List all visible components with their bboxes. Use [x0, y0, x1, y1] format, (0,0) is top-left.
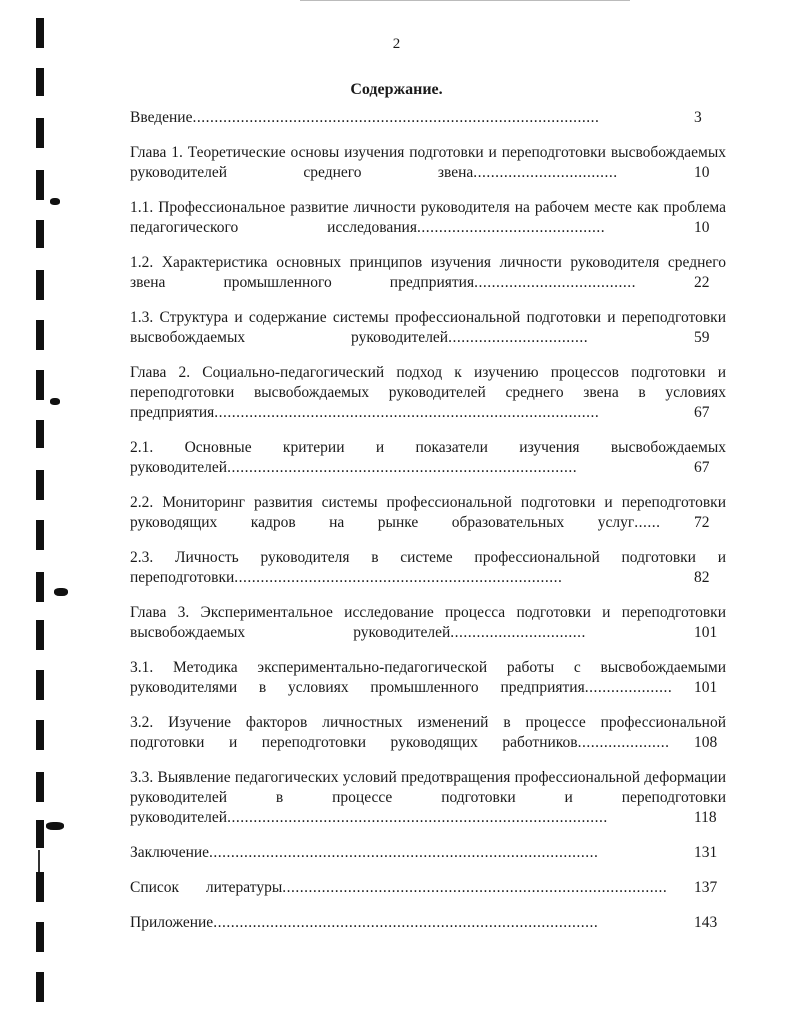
entry-text: Глава 1. Теоретические основы изучения подготовки и переподготовки высвобождаемых руководителей среднего звена — [130, 144, 726, 181]
entry-text: 3.3. Выявление педагогических условий предотвращения профессиональной деформации руководителей в процессе подготовки и переподготовки руководителей — [130, 769, 726, 826]
toc-entry — [130, 843, 726, 863]
binder-mark — [36, 820, 44, 848]
leader-dots: ..................... — [577, 734, 670, 751]
toc-entry — [130, 438, 726, 478]
entry-page: 82 — [694, 569, 710, 586]
entry-text: 2.1. Основные критерии и показатели изучения высвобождаемых руководителей — [130, 439, 726, 476]
toc-entry — [130, 878, 726, 898]
binder-mark — [36, 772, 44, 802]
entry-page: 67 — [694, 459, 710, 476]
binder-mark — [36, 922, 44, 952]
entry-page: 118 — [694, 809, 717, 826]
leader-dots: ............................... — [450, 624, 586, 641]
entry-page: 59 — [694, 329, 710, 346]
entry-page: 3 — [694, 109, 702, 126]
entry-page: 10 — [694, 219, 710, 236]
ink-blot — [50, 198, 60, 205]
leader-dots: ............................................................................................. — [192, 109, 600, 126]
toc-entry — [130, 308, 726, 348]
entry-page: 67 — [694, 404, 710, 421]
entry-page: 143 — [694, 914, 718, 931]
binder-mark — [36, 118, 44, 148]
toc-entry — [130, 913, 726, 933]
binder-mark — [36, 220, 44, 248]
entry-text: 2.3. Личность руководителя в системе профессиональной подготовки и переподготовки — [130, 549, 726, 586]
leader-dots: ......................................................................................... — [209, 844, 599, 861]
binder-mark — [36, 170, 44, 200]
leader-dots: ..................................... — [474, 274, 636, 291]
toc-entry — [130, 658, 726, 698]
entry-page: 137 — [694, 879, 718, 896]
leader-dots: ................................. — [473, 164, 618, 181]
leader-dots: ...... — [634, 514, 661, 531]
entry-page: 131 — [694, 844, 718, 861]
toc-title: Содержание. — [350, 81, 443, 98]
entry-text: 3.2. Изучение факторов личностных изменений в процессе профессиональной подготовки и переподготовки руководящих работников — [130, 714, 726, 751]
entry-text: Приложение — [130, 914, 214, 931]
toc-entry — [130, 363, 726, 423]
entry-text: 3.1. Методика экспериментально-педагогической работы с высвобождаемыми руководителями в условиях промышленного предприятия — [130, 659, 726, 696]
binder-mark — [36, 270, 44, 300]
toc-entry — [130, 253, 726, 293]
entry-text: Список литературы — [130, 879, 283, 896]
ink-blot — [50, 398, 60, 405]
leader-dots: ....................................................................................... — [227, 809, 608, 826]
entry-text: 1.3. Структура и содержание системы профессиональной подготовки и переподготовки высвобождаемых руководителей — [130, 309, 726, 346]
binder-mark — [36, 872, 44, 902]
binder-mark — [36, 420, 44, 448]
entry-text: 1.1. Профессиональное развитие личности руководителя на рабочем месте как проблема педагогического исследования — [130, 199, 726, 236]
binder-mark — [36, 470, 44, 500]
ink-blot — [54, 588, 68, 596]
leader-dots: ................................ — [448, 329, 589, 346]
entry-text: Заключение — [130, 844, 210, 861]
toc-entry — [130, 603, 726, 643]
leader-dots: .................... — [584, 679, 673, 696]
entry-text: 1.2. Характеристика основных принципов изучения личности руководителя среднего звена промышленного предприятия — [130, 254, 726, 291]
entry-text: Глава 3. Экспериментальное исследование процесса подготовки и переподготовки высвобождаемых руководителей — [130, 604, 726, 641]
binder-mark — [36, 720, 44, 750]
page-number: 2 — [392, 36, 401, 52]
toc-entry — [130, 493, 726, 533]
binder-mark — [36, 572, 44, 602]
toc-entry — [130, 143, 726, 183]
scan-top-line — [300, 0, 630, 1]
toc-entry — [130, 713, 726, 753]
entry-page: 101 — [694, 679, 718, 696]
entry-page: 101 — [694, 624, 718, 641]
binder-mark — [36, 520, 44, 550]
entry-text: Глава 2. Социально-педагогический подход к изучению процессов подготовки и переподготовки высвобождаемых руководителей среднего звена в условиях предприятия — [130, 364, 726, 421]
toc-entry — [130, 548, 726, 588]
leader-dots: ................................................................................ — [227, 459, 578, 476]
leader-dots: ........................................................................................ — [213, 914, 599, 931]
table-of-contents — [130, 108, 726, 948]
binder-mark — [36, 670, 44, 700]
entry-text: 2.2. Мониторинг развития системы профессиональной подготовки и переподготовки руководящих кадров на рынке образовательных услуг — [130, 494, 726, 531]
binder-mark — [36, 370, 44, 400]
leader-dots: ........................................................................................ — [214, 404, 600, 421]
leader-dots: ........................................... — [416, 219, 606, 236]
toc-entry — [130, 768, 726, 828]
binder-mark — [36, 620, 44, 650]
entry-page: 108 — [694, 734, 718, 751]
entry-page: 10 — [694, 164, 710, 181]
toc-entry — [130, 108, 726, 128]
entry-page: 22 — [694, 274, 710, 291]
entry-text: Введение — [130, 109, 193, 126]
leader-dots: ........................................................................... — [234, 569, 563, 586]
toc-entry — [130, 198, 726, 238]
binder-mark — [36, 972, 44, 1002]
leader-dots: ........................................................................................ — [282, 879, 668, 896]
binder-mark — [36, 320, 44, 350]
entry-page: 72 — [694, 514, 710, 531]
ink-blot — [46, 822, 64, 830]
